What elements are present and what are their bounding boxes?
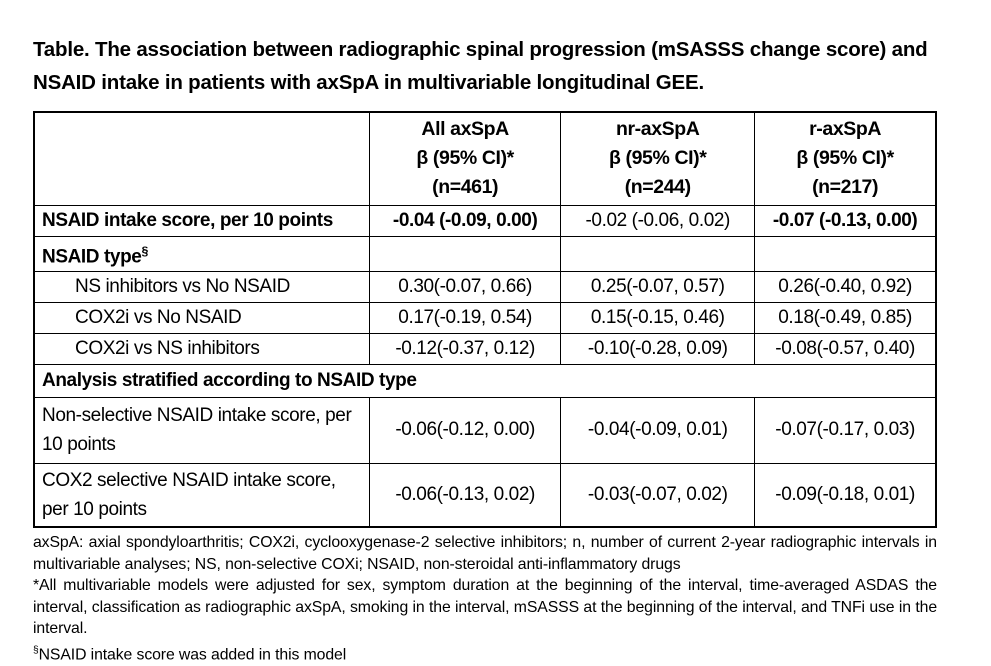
footnotes [33,532,937,665]
table-title-line1: Table. The association between radiographic spinal progression (mSASSS change score) and [33,38,928,61]
row-value: -0.04 (-0.09, 0.00) [370,205,561,236]
header-group-stat: β (95% CI)* [608,147,707,170]
header-group-name: r-axSpA [809,118,882,141]
header-all-axspa [370,112,561,205]
row-value: 0.17(-0.19, 0.54) [370,302,561,333]
footnote-adjustments: *All multivariable models were adjusted for sex, symptom duration at the beginning of the interval, time-averaged ASDAS the interval, classification as radiographic axSpA, smoking in the interval, mSASSS at the beginning of the interval, and TNFi use in the interval. [33,577,937,638]
header-empty-cell [34,112,370,205]
results-table [33,111,937,528]
row-value: -0.12(-0.37, 0.12) [370,333,561,364]
row-value: 0.30(-0.07, 0.66) [370,271,561,302]
row-value [370,236,561,271]
row-label: NS inhibitors vs No NSAID [34,271,370,302]
row-label: COX2i vs NS inhibitors [34,333,370,364]
row-label: NSAID type§ [34,236,370,271]
row-value [561,236,755,271]
row-value: -0.07(-0.17, 0.03) [755,397,936,463]
header-group-stat: β (95% CI)* [416,147,514,170]
table-row-cox2i-vs-ns-inhibitors [34,333,936,364]
table-row-nsaid-intake-score [34,205,936,236]
header-group-stat: β (95% CI)* [796,147,894,170]
table-row-non-selective-intake-score [34,397,936,463]
header-group-name: All axSpA [421,118,509,141]
row-value: -0.10(-0.28, 0.09) [561,333,755,364]
section-label: Analysis stratified according to NSAID type [34,364,936,397]
header-row [34,112,936,205]
footnote-model: §NSAID intake score was added in this model [33,644,347,664]
row-label: COX2i vs No NSAID [34,302,370,333]
row-value: -0.02 (-0.06, 0.02) [561,205,755,236]
row-value: 0.15(-0.15, 0.46) [561,302,755,333]
table-title-line2: NSAID intake in patients with axSpA in multivariable longitudinal GEE. [33,71,704,94]
row-value: 0.18(-0.49, 0.85) [755,302,936,333]
table-row-nsaid-type [34,236,936,271]
header-group-n: (n=244) [624,176,691,199]
row-label: COX2 selective NSAID intake score, per 10 points [34,463,370,527]
row-value: 0.25(-0.07, 0.57) [561,271,755,302]
row-value: -0.07 (-0.13, 0.00) [755,205,936,236]
row-value: -0.08(-0.57, 0.40) [755,333,936,364]
header-group-n: (n=217) [812,176,879,199]
table-title [33,33,937,99]
row-label: NSAID intake score, per 10 points [34,205,370,236]
row-value: -0.04(-0.09, 0.01) [561,397,755,463]
table-section-row-stratified [34,364,936,397]
table-row-ns-inhibitors-vs-no-nsaid [34,271,936,302]
footnote-abbreviations: axSpA: axial spondyloarthritis; COX2i, cyclooxygenase-2 selective inhibitors; n, number of current 2-year radiographic intervals in multivariable analyses; NS, non-selective COXi; NSAID, non-steroidal anti-inflammatory drugs [33,534,937,573]
row-value: -0.09(-0.18, 0.01) [755,463,936,527]
section-marker: § [141,243,148,258]
table-row-cox2i-vs-no-nsaid [34,302,936,333]
footnote-marker: § [33,644,39,656]
header-r-axspa [755,112,936,205]
header-group-n: (n=461) [432,176,499,199]
row-value: -0.06(-0.13, 0.02) [370,463,561,527]
header-nr-axspa [561,112,755,205]
header-group-name: nr-axSpA [615,118,700,141]
row-value: 0.26(-0.40, 0.92) [755,271,936,302]
row-label: Non-selective NSAID intake score, per 10 points [34,397,370,463]
row-value: -0.03(-0.07, 0.02) [561,463,755,527]
row-value: -0.06(-0.12, 0.00) [370,397,561,463]
table-row-cox2-selective-intake-score [34,463,936,527]
row-value [755,236,936,271]
